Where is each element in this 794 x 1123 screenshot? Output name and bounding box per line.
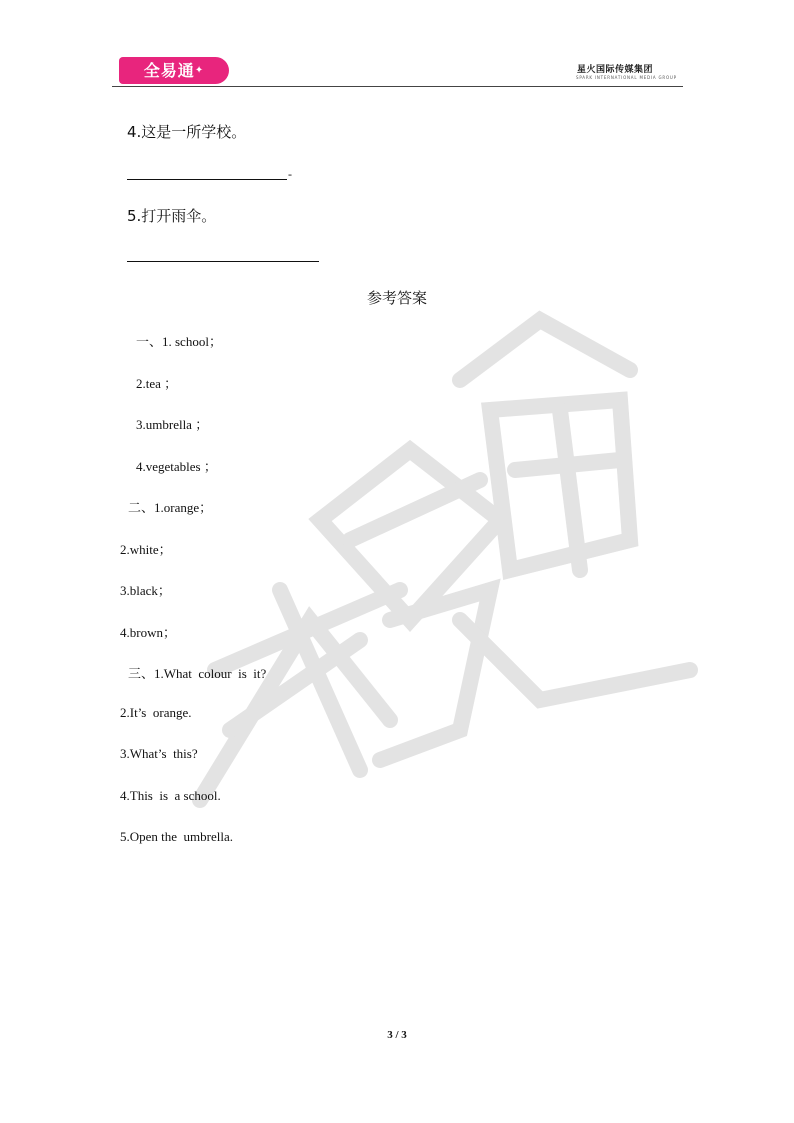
header-divider [112,86,683,87]
page-number: 3 / 3 [387,1029,407,1041]
answer-item: 一、1. school； [136,334,222,349]
answer-item: 三、1.What colour is it? [128,666,267,681]
answer-item: 4.This is a school. [120,788,221,803]
answer-item: 3.black； [120,583,171,598]
answer-line-4[interactable] [127,179,287,180]
answer-item: 4.vegetables ； [136,459,217,474]
answer-item: 2.It’s orange. [120,705,192,720]
answers-title: 参考答案 [366,289,427,307]
publisher-name-en: SPARK INTERNATIONAL MEDIA GROUP [576,75,677,80]
page-header [0,0,794,90]
answer-item: 二、1.orange； [128,500,213,515]
answer-item: 3.What’s this? [120,746,198,761]
answer-item: 5.Open the umbrella. [120,829,233,844]
line-dash: - [288,167,292,181]
brand-logo [119,57,229,84]
watermark-logo [160,290,700,810]
answer-item: 3.umbrella ； [136,417,209,432]
answer-item: 4.brown； [120,625,176,640]
question-5: 5.打开雨伞。 [127,207,217,225]
publisher-name: 星火国际传媒集团 [577,65,654,75]
question-4: 4.这是一所学校。 [127,123,247,141]
answer-item: 2.tea ； [136,376,178,391]
logo-text: 全易通 [143,61,195,80]
sparkle-icon: ✦ [194,65,205,76]
answer-line-5[interactable] [127,261,319,262]
answer-item: 2.white； [120,542,172,557]
